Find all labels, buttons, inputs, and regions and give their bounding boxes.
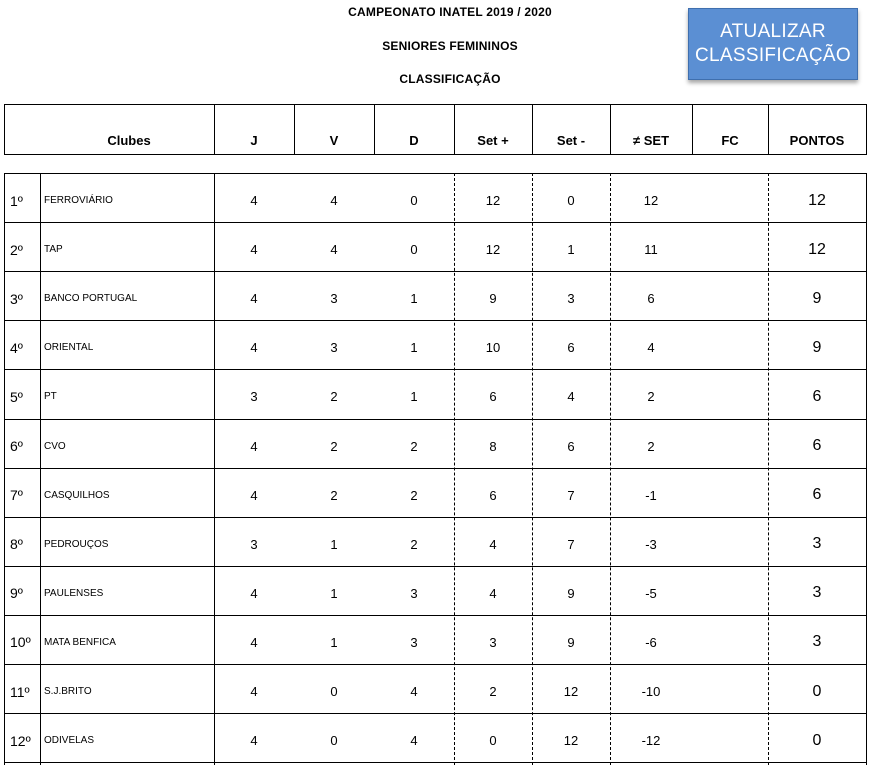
col-header-j: J bbox=[250, 133, 258, 148]
games-cell: 4 bbox=[250, 242, 258, 258]
position-cell: 10º bbox=[10, 634, 31, 651]
games-cell: 4 bbox=[250, 193, 258, 208]
set-diff-cell: 6 bbox=[647, 291, 655, 307]
losses-cell: 2 bbox=[410, 536, 418, 552]
position-cell: 4º bbox=[10, 339, 23, 356]
club-name-cell: MATA BENFICA bbox=[44, 636, 116, 648]
club-name-cell: PT bbox=[44, 391, 57, 403]
category-subtitle: SENIORES FEMININOS bbox=[382, 39, 518, 53]
sets-lost-cell: 9 bbox=[567, 585, 575, 601]
table-row bbox=[4, 520, 867, 569]
losses-cell: 3 bbox=[410, 585, 418, 601]
losses-cell: 1 bbox=[410, 389, 418, 405]
position-cell: 6º bbox=[10, 438, 23, 454]
games-cell: 4 bbox=[250, 634, 258, 650]
losses-cell: 1 bbox=[410, 340, 418, 356]
wins-cell: 4 bbox=[330, 242, 338, 258]
sets-won-cell: 10 bbox=[485, 340, 501, 356]
table-top-border bbox=[4, 104, 867, 105]
set-diff-cell: -10 bbox=[641, 684, 661, 699]
sets-won-cell: 2 bbox=[489, 684, 497, 699]
col-header-fc: FC bbox=[721, 133, 739, 148]
sets-won-cell: 6 bbox=[489, 389, 497, 405]
sets-won-cell: 12 bbox=[485, 193, 501, 208]
fc-cell bbox=[692, 471, 768, 520]
wins-cell: 1 bbox=[330, 634, 338, 650]
fc-cell bbox=[692, 274, 768, 323]
wins-cell: 0 bbox=[330, 733, 338, 749]
fc-cell bbox=[692, 422, 768, 471]
club-name-cell: BANCO PORTUGAL bbox=[44, 293, 138, 305]
sets-won-cell: 0 bbox=[489, 733, 497, 749]
set-diff-cell: 4 bbox=[647, 340, 655, 356]
sets-lost-cell: 9 bbox=[567, 634, 575, 650]
sets-lost-cell: 12 bbox=[563, 733, 579, 749]
sets-lost-cell: 1 bbox=[567, 242, 575, 258]
losses-cell: 1 bbox=[410, 291, 418, 307]
wins-cell: 2 bbox=[330, 438, 338, 454]
points-cell: 9 bbox=[812, 289, 822, 307]
sets-won-cell: 12 bbox=[485, 242, 501, 258]
sets-lost-cell: 7 bbox=[567, 487, 575, 503]
table-row bbox=[4, 667, 867, 716]
wins-cell: 4 bbox=[330, 193, 338, 208]
losses-cell: 2 bbox=[410, 487, 418, 503]
wins-cell: 3 bbox=[330, 291, 338, 307]
set-diff-cell: -6 bbox=[645, 634, 657, 650]
set-diff-cell: 2 bbox=[647, 389, 655, 405]
points-cell: 3 bbox=[812, 633, 822, 651]
sets-lost-cell: 3 bbox=[567, 291, 575, 307]
table-row bbox=[4, 422, 867, 471]
championship-title: CAMPEONATO INATEL 2019 / 2020 bbox=[348, 5, 552, 19]
col-header-pontos: PONTOS bbox=[789, 133, 845, 148]
sets-won-cell: 9 bbox=[489, 291, 497, 307]
fc-cell bbox=[692, 667, 768, 716]
wins-cell: 3 bbox=[330, 340, 338, 356]
losses-cell: 0 bbox=[410, 242, 418, 258]
wins-cell: 2 bbox=[330, 389, 338, 405]
sets-lost-cell: 7 bbox=[567, 536, 575, 552]
club-name-cell: PAULENSES bbox=[44, 587, 104, 599]
games-cell: 4 bbox=[250, 585, 258, 601]
position-cell: 8º bbox=[10, 536, 23, 553]
games-cell: 4 bbox=[250, 340, 258, 356]
position-cell: 9º bbox=[10, 585, 23, 602]
update-button-line1: ATUALIZAR bbox=[720, 21, 826, 42]
sets-lost-cell: 6 bbox=[567, 340, 575, 356]
losses-cell: 4 bbox=[410, 684, 418, 699]
position-cell: 5º bbox=[10, 388, 23, 405]
update-classification-button[interactable] bbox=[688, 8, 858, 80]
points-cell: 0 bbox=[812, 682, 822, 700]
wins-cell: 2 bbox=[330, 487, 338, 503]
body-top-border bbox=[4, 173, 867, 174]
table-row bbox=[4, 716, 867, 765]
fc-cell bbox=[692, 716, 768, 765]
border-right-header bbox=[866, 104, 867, 154]
position-cell: 2º bbox=[10, 241, 23, 258]
club-name-cell: CASQUILHOS bbox=[44, 489, 110, 501]
games-cell: 3 bbox=[250, 389, 258, 405]
points-cell: 6 bbox=[812, 486, 822, 504]
fc-cell bbox=[692, 176, 768, 225]
losses-cell: 3 bbox=[410, 634, 418, 650]
sets-won-cell: 4 bbox=[489, 536, 497, 552]
points-cell: 12 bbox=[808, 191, 826, 209]
sets-lost-cell: 6 bbox=[567, 438, 575, 454]
fc-cell bbox=[692, 569, 768, 618]
club-name-cell: S.J.BRITO bbox=[44, 686, 92, 697]
standings-table bbox=[4, 104, 867, 765]
fc-cell bbox=[692, 372, 768, 421]
losses-cell: 2 bbox=[410, 438, 418, 454]
header-bottom-border bbox=[4, 154, 867, 155]
fc-cell bbox=[692, 323, 768, 372]
position-cell: 12º bbox=[10, 732, 31, 749]
col-header-set-minus: Set - bbox=[556, 133, 586, 148]
sets-won-cell: 8 bbox=[489, 438, 497, 454]
points-cell: 6 bbox=[812, 387, 822, 405]
col-header-set-plus: Set + bbox=[477, 133, 509, 148]
club-name-cell: FERROVIÁRIO bbox=[44, 195, 113, 206]
set-diff-cell: 11 bbox=[644, 242, 658, 258]
col-header-v: V bbox=[329, 133, 339, 148]
set-diff-cell: -5 bbox=[645, 585, 657, 601]
points-cell: 12 bbox=[808, 240, 826, 258]
set-diff-cell: -1 bbox=[645, 487, 657, 503]
wins-cell: 1 bbox=[330, 536, 338, 552]
border-left-header bbox=[4, 104, 5, 154]
club-name-cell: CVO bbox=[44, 440, 66, 452]
table-row bbox=[4, 618, 867, 667]
table-row bbox=[4, 225, 867, 274]
club-name-cell: ORIENTAL bbox=[44, 342, 94, 354]
table-row bbox=[4, 569, 867, 618]
col-header-clubes: Clubes bbox=[107, 133, 151, 148]
club-name-cell: TAP bbox=[44, 244, 63, 256]
points-cell: 3 bbox=[812, 535, 822, 553]
games-cell: 3 bbox=[250, 536, 258, 552]
points-cell: 3 bbox=[812, 584, 822, 602]
losses-cell: 0 bbox=[410, 193, 418, 208]
table-row bbox=[4, 471, 867, 520]
table-row bbox=[4, 323, 867, 372]
games-cell: 4 bbox=[250, 291, 258, 307]
wins-cell: 0 bbox=[330, 684, 338, 699]
table-row bbox=[4, 176, 867, 225]
set-diff-cell: -3 bbox=[645, 536, 657, 552]
section-title: CLASSIFICAÇÃO bbox=[399, 72, 501, 86]
fc-cell bbox=[692, 225, 768, 274]
set-diff-cell: 2 bbox=[647, 438, 655, 454]
games-cell: 4 bbox=[250, 684, 258, 699]
position-cell: 3º bbox=[10, 290, 23, 307]
club-name-cell: ODIVELAS bbox=[44, 735, 95, 747]
update-button-line2: CLASSIFICAÇÃO bbox=[695, 45, 851, 66]
games-cell: 4 bbox=[250, 733, 258, 749]
sets-won-cell: 3 bbox=[489, 634, 497, 650]
fc-cell bbox=[692, 618, 768, 667]
set-diff-cell: 12 bbox=[643, 193, 659, 208]
set-diff-cell: -12 bbox=[641, 733, 661, 749]
games-cell: 4 bbox=[250, 487, 258, 503]
sets-lost-cell: 4 bbox=[567, 389, 575, 405]
sets-lost-cell: 12 bbox=[563, 684, 579, 699]
sets-lost-cell: 0 bbox=[567, 193, 575, 208]
points-cell: 0 bbox=[812, 731, 822, 749]
fc-cell bbox=[692, 520, 768, 569]
table-row bbox=[4, 274, 867, 323]
position-cell: 1º bbox=[10, 192, 23, 209]
sets-won-cell: 4 bbox=[489, 585, 497, 601]
sets-won-cell: 6 bbox=[489, 487, 497, 503]
points-cell: 6 bbox=[812, 437, 822, 454]
table-row bbox=[4, 372, 867, 421]
col-header-set-diff: ≠ SET bbox=[632, 133, 670, 148]
club-name-cell: PEDROUÇOS bbox=[44, 538, 109, 550]
points-cell: 9 bbox=[812, 338, 822, 356]
position-cell: 7º bbox=[10, 487, 23, 504]
col-header-d: D bbox=[409, 133, 419, 148]
losses-cell: 4 bbox=[410, 733, 418, 749]
games-cell: 4 bbox=[250, 438, 258, 454]
wins-cell: 1 bbox=[330, 585, 338, 601]
position-cell: 11º bbox=[10, 683, 30, 700]
